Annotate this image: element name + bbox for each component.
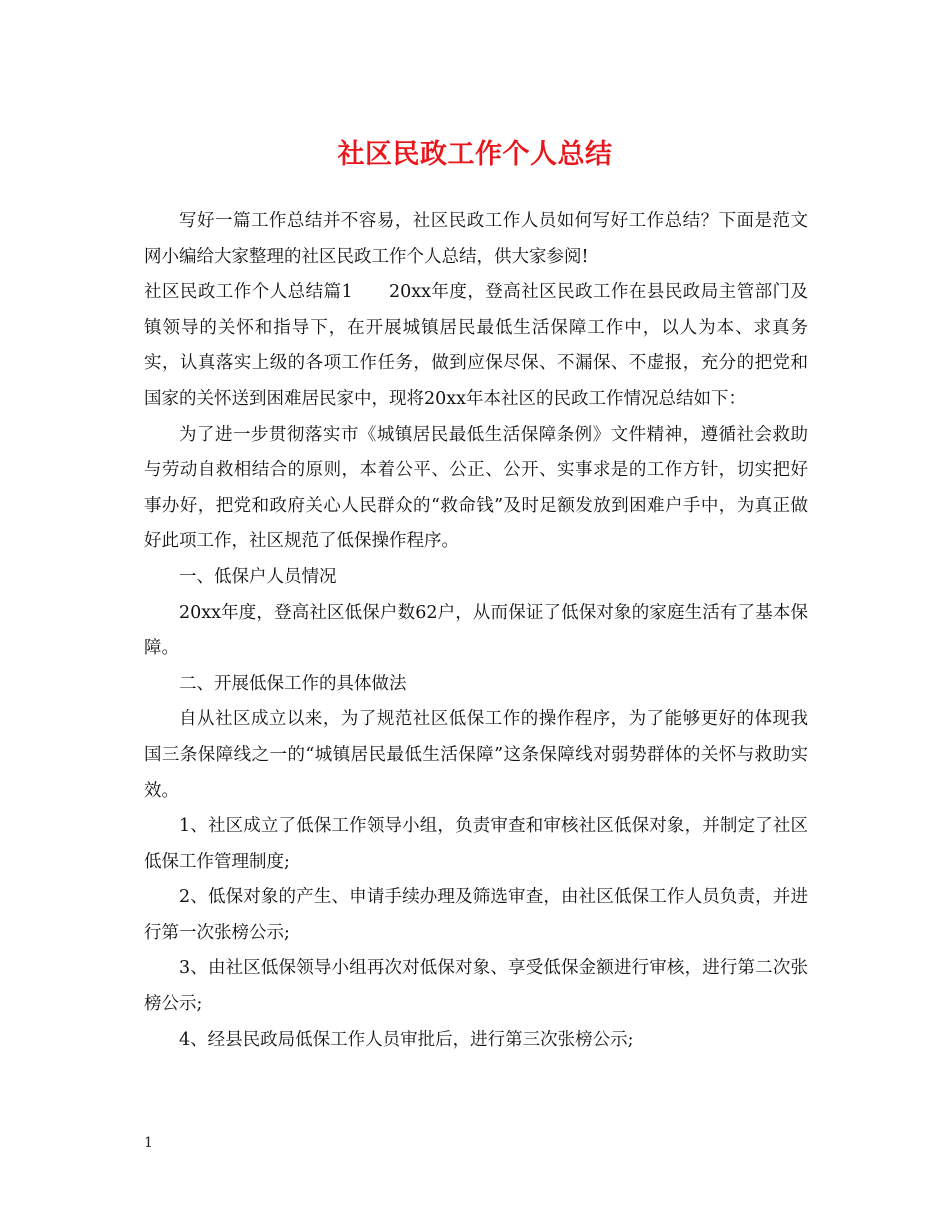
heading-low-income-status: 一、低保户人员情况: [179, 566, 337, 587]
heading-specific-methods: 二、开展低保工作的具体做法: [179, 673, 407, 694]
list-item-2: 2、低保对象的产生、申请手续办理及筛选审查，由社区低保工作人员负责，并进行第一次张榜公示;: [144, 887, 808, 943]
paragraph-low-income-count: 20xx年度，登高社区低保户数62户，从而保证了低保对象的家庭生活有了基本保障。: [144, 602, 808, 659]
list-item-4: 4、经县民政局低保工作人员审批后，进行第三次张榜公示;: [179, 1029, 634, 1050]
document-body: [144, 204, 808, 1058]
paragraph-section-1: 社区民政工作个人总结篇1 20xx年度，登高社区民政工作在县民政局主管部门及镇领导的关怀和指导下，在开展城镇居民最低生活保障工作中，以人为本、求真务实，认真落实上级的各项工作任务，做到应保尽保、不漏保、不虚报，充分的把党和国家的关怀送到困难居民家中，现将20xx年本社区的民政工作情况总结如下：: [144, 282, 808, 409]
paragraph-implementation: 为了进一步贯彻落实市《城镇居民最低生活保障条例》文件精神，遵循社会救助与劳动自救相结合的原则，本着公平、公正、公开、实事求是的工作方针，切实把好事办好，把党和政府关心人民群众的“救命钱”及时足额发放到困难户手中，为真正做好此项工作，社区规范了低保操作程序。: [144, 424, 808, 552]
paragraph-methods-intro: 自从社区成立以来，为了规范社区低保工作的操作程序，为了能够更好的体现我国三条保障线之一的“城镇居民最低生活保障”这条保障线对弱势群体的关怀与救助实效。: [144, 709, 808, 801]
paragraph-intro: 写好一篇工作总结并不容易，社区民政工作人员如何写好工作总结？下面是范文网小编给大家整理的社区民政工作个人总结，供大家参阅!: [144, 211, 808, 267]
list-item-1: 1、社区成立了低保工作领导小组，负责审查和审核社区低保对象，并制定了社区低保工作管理制度;: [144, 816, 808, 872]
page-number: 1: [144, 1135, 153, 1151]
document-title: 社区民政工作个人总结: [337, 139, 613, 170]
list-item-3: 3、由社区低保领导小组再次对低保对象、享受低保金额进行审核，进行第二次张榜公示;: [144, 958, 808, 1015]
